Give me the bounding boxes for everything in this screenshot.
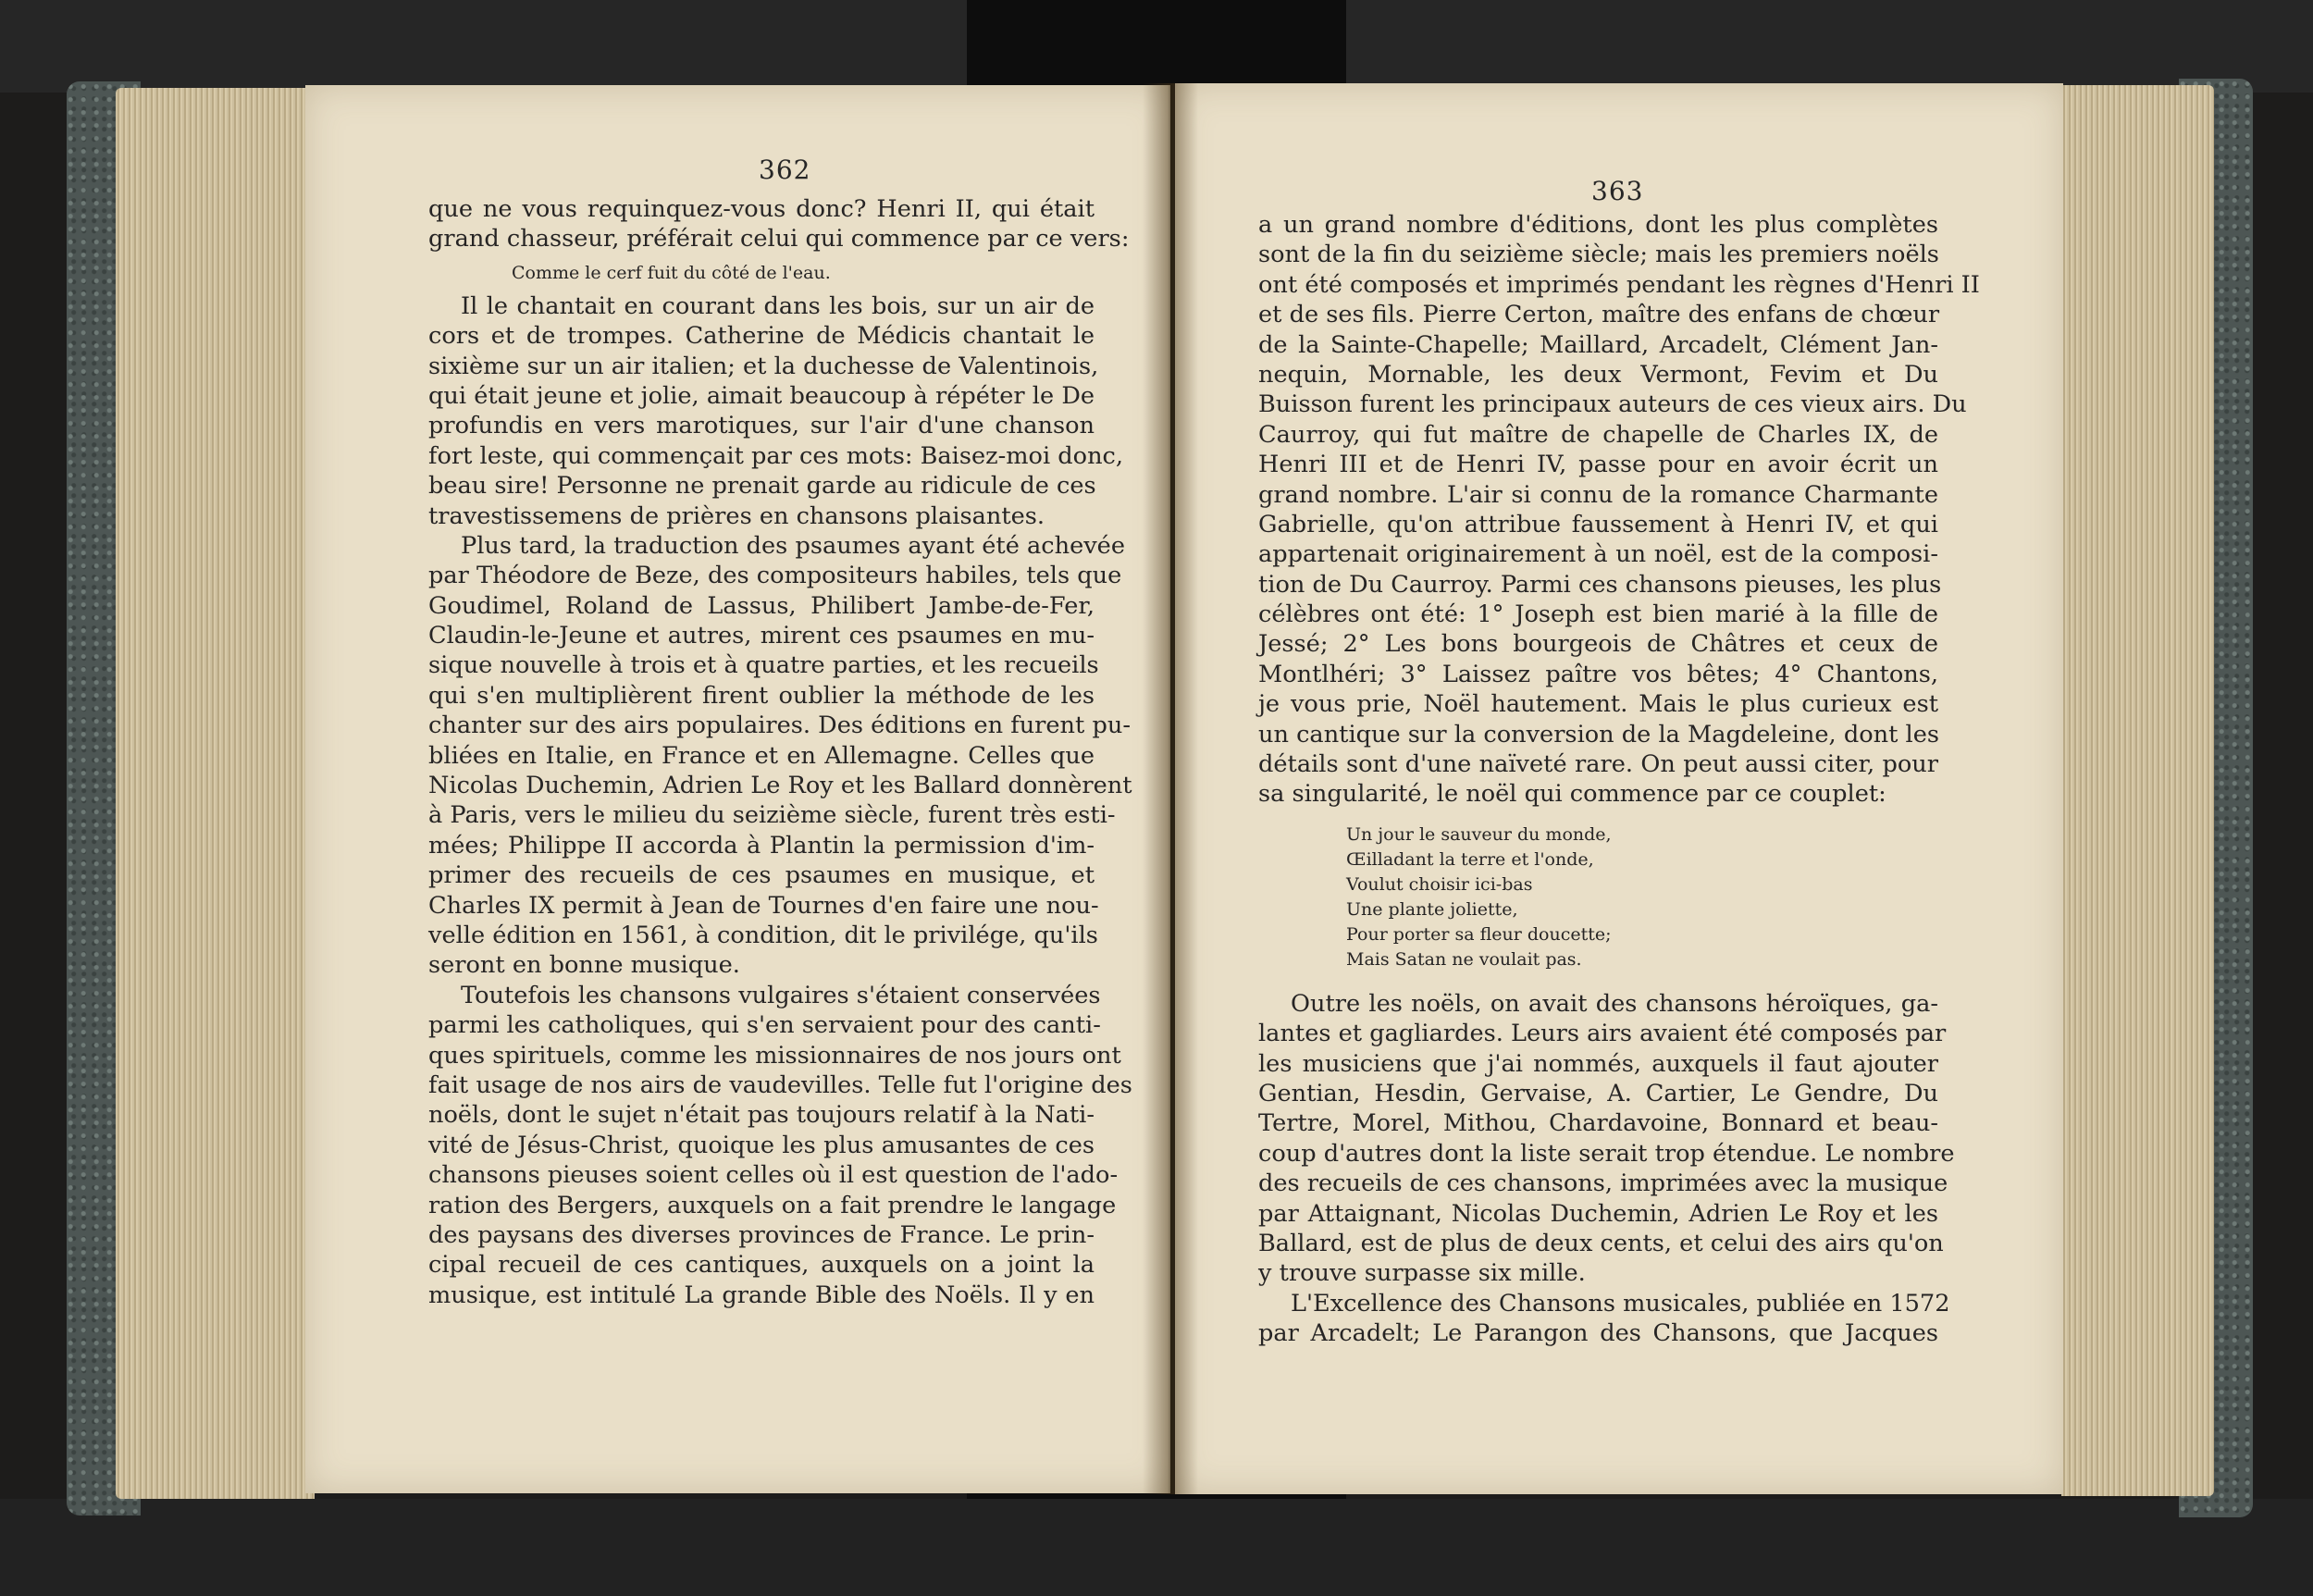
text-line: de la Sainte-Chapelle; Maillard, Arcadelt, Clément Jan- bbox=[1258, 330, 1938, 359]
text-line: détails sont d'une naïveté rare. On peut aussi citer, pour bbox=[1258, 750, 1938, 779]
text-line: grand chasseur, préférait celui qui commence par ce vers: bbox=[428, 225, 1130, 254]
text-line: à Paris, vers le milieu du seizième siècle, furent très esti- bbox=[428, 801, 1116, 830]
text-line: Il le chantait en courant dans les bois, sur un air de bbox=[461, 291, 1095, 320]
text-line: mées; Philippe II accorda à Plantin la permission d'im- bbox=[428, 831, 1095, 860]
left-page-text bbox=[428, 194, 1132, 1310]
text-line: sa singularité, le noël qui commence par ce couplet: bbox=[1258, 780, 1886, 809]
text-line: sixième sur un air italien; et la duchesse de Valentinois, bbox=[428, 352, 1099, 380]
text-line: seront en bonne musique. bbox=[428, 951, 740, 980]
text-line: des recueils de ces chansons, imprimées avec la musique bbox=[1258, 1169, 1948, 1198]
verse-line: Mais Satan ne voulait pas. bbox=[1346, 948, 1582, 970]
text-line: vité de Jésus-Christ, quoique les plus amusantes de ces bbox=[428, 1131, 1095, 1159]
text-line: ont été composés et imprimés pendant les règnes d'Henri II bbox=[1258, 270, 1980, 299]
text-line: par Théodore de Beze, des compositeurs habiles, tels que bbox=[428, 562, 1122, 590]
text-line: les musiciens que j'ai nommés, auxquels il faut ajouter bbox=[1258, 1049, 1938, 1078]
text-line: qui était jeune et jolie, aimait beaucoup à répéter le De bbox=[428, 381, 1095, 410]
text-line: cors et de trompes. Catherine de Médicis chantait le bbox=[428, 322, 1095, 351]
text-line: fait usage de nos airs de vaudevilles. Telle fut l'origine des bbox=[428, 1070, 1132, 1099]
text-line: y trouve surpasse six mille. bbox=[1258, 1259, 1586, 1288]
text-line: sont de la fin du seizième siècle; mais les premiers noëls bbox=[1258, 241, 1939, 269]
text-line: Montlhéri; 3° Laissez paître vos bêtes; 4° Chantons, bbox=[1258, 660, 1938, 688]
verse-line: Une plante joliette, bbox=[1346, 898, 1518, 920]
verse-line: Voulut choisir ici-bas bbox=[1346, 873, 1533, 895]
text-line: profundis en vers marotiques, sur l'air d'une chanson bbox=[428, 412, 1095, 440]
text-line: a un grand nombre d'éditions, dont les plus complètes bbox=[1258, 211, 1938, 239]
background-top-right bbox=[1346, 0, 2313, 93]
page-edges-right bbox=[2061, 85, 2214, 1496]
verse-spacer bbox=[1258, 972, 1938, 989]
text-line: Goudimel, Roland de Lassus, Philibert Jambe-de-Fer, bbox=[428, 591, 1095, 620]
page-number-left: 362 bbox=[759, 155, 811, 185]
text-line: Charles IX permit à Jean de Tournes d'en faire une nou- bbox=[428, 891, 1099, 920]
text-line: des paysans des diverses provinces de France. Le prin- bbox=[428, 1220, 1095, 1249]
text-line: un cantique sur la conversion de la Magdeleine, dont les bbox=[1258, 720, 1939, 749]
text-line: tion de Du Caurroy. Parmi ces chansons pieuses, les plus bbox=[1258, 570, 1942, 599]
text-line: sique nouvelle à trois et à quatre parties, et les recueils bbox=[428, 651, 1099, 680]
text-line: appartenait originairement à un noël, est de la composi- bbox=[1258, 540, 1938, 569]
book-gutter bbox=[1143, 83, 1198, 1494]
text-line: travestissemens de prières en chansons plaisantes. bbox=[428, 501, 1045, 530]
text-line: bliées en Italie, en France et en Allemagne. Celles que bbox=[428, 741, 1095, 770]
text-line: célèbres ont été: 1° Joseph est bien marié à la fille de bbox=[1258, 600, 1938, 629]
text-line: Henri III et de Henri IV, passe pour en avoir écrit un bbox=[1258, 451, 1938, 479]
verse-line: Œilladant la terre et l'onde, bbox=[1346, 848, 1594, 870]
text-line: L'Excellence des Chansons musicales, publiée en 1572 bbox=[1291, 1289, 1950, 1318]
verse-line: Pour porter sa fleur doucette; bbox=[1346, 923, 1612, 945]
text-line: par Arcadelt; Le Parangon des Chansons, que Jacques bbox=[1258, 1319, 1938, 1348]
text-line: lantes et gagliardes. Leurs airs avaient été composés par bbox=[1258, 1020, 1947, 1048]
text-line: grand nombre. L'air si connu de la romance Charmante bbox=[1258, 480, 1938, 509]
text-line: Gentian, Hesdin, Gervaise, A. Cartier, Le Gendre, Du bbox=[1258, 1079, 1938, 1107]
text-line: par Attaignant, Nicolas Duchemin, Adrien Le Roy et les bbox=[1258, 1199, 1938, 1228]
text-line: chanter sur des airs populaires. Des éditions en furent pu- bbox=[428, 711, 1131, 740]
right-page-text bbox=[1258, 210, 1980, 1349]
text-line: Buisson furent les principaux auteurs de ces vieux airs. Du bbox=[1258, 390, 1967, 419]
text-line: ration des Bergers, auxquels on a fait prendre le langage bbox=[428, 1191, 1117, 1219]
text-line: Claudin-le-Jeune et autres, mirent ces psaumes en mu- bbox=[428, 622, 1095, 650]
text-line: Gabrielle, qu'on attribue faussement à Henri IV, et qui bbox=[1258, 510, 1938, 538]
text-line: coup d'autres dont la liste serait trop étendue. Le nombre bbox=[1258, 1139, 1955, 1168]
text-line: chansons pieuses soient celles où il est question de l'ado- bbox=[428, 1161, 1119, 1190]
page-number-right: 363 bbox=[1591, 176, 1644, 206]
text-line: ques spirituels, comme les missionnaires de nos jours ont bbox=[428, 1041, 1121, 1070]
text-line: Plus tard, la traduction des psaumes ayant été achevée bbox=[461, 531, 1125, 560]
text-line: Tertre, Morel, Mithou, Chardavoine, Bonnard et beau- bbox=[1258, 1109, 1938, 1138]
text-line: Nicolas Duchemin, Adrien Le Roy et les Ballard donnèrent bbox=[428, 772, 1132, 800]
text-line: Ballard, est de plus de deux cents, et celui des airs qu'on bbox=[1258, 1229, 1944, 1257]
text-line: Jessé; 2° Les bons bourgeois de Châtres et ceux de bbox=[1258, 630, 1938, 659]
text-line: parmi les catholiques, qui s'en servaient pour des canti- bbox=[428, 1011, 1101, 1040]
text-line: musique, est intitulé La grande Bible des Noëls. Il y en bbox=[428, 1281, 1095, 1309]
page-edges-left bbox=[116, 88, 315, 1499]
text-line: et de ses fils. Pierre Certon, maître des enfans de chœur bbox=[1258, 301, 1940, 329]
text-line: que ne vous requinquez-vous donc? Henri II, qui était bbox=[428, 195, 1095, 223]
text-line: beau sire! Personne ne prenait garde au ridicule de ces bbox=[428, 472, 1096, 501]
background-bottom bbox=[0, 1499, 2313, 1596]
quoted-verse-line: Comme le cerf fuit du côté de l'eau. bbox=[512, 262, 831, 283]
verse-line: Un jour le sauveur du monde, bbox=[1346, 823, 1612, 845]
text-line: noëls, dont le sujet n'était pas toujours relatif à la Nati- bbox=[428, 1101, 1095, 1130]
text-line: fort leste, qui commençait par ces mots: Baisez-moi donc, bbox=[428, 441, 1124, 470]
text-line: Outre les noëls, on avait des chansons héroïques, ga- bbox=[1291, 989, 1938, 1018]
text-line: Toutefois les chansons vulgaires s'étaient conservées bbox=[461, 981, 1101, 1009]
text-line: cipal recueil de ces cantiques, auxquels on a joint la bbox=[428, 1251, 1095, 1280]
text-line: je vous prie, Noël hautement. Mais le plus curieux est bbox=[1258, 690, 1938, 719]
text-line: velle édition en 1561, à condition, dit le privilége, qu'ils bbox=[428, 921, 1098, 949]
text-line: Caurroy, qui fut maître de chapelle de Charles IX, de bbox=[1258, 420, 1938, 449]
text-line: primer des recueils de ces psaumes en musique, et bbox=[428, 861, 1095, 890]
verse-spacer bbox=[1258, 810, 1938, 823]
text-line: qui s'en multiplièrent firent oublier la méthode de les bbox=[428, 681, 1095, 710]
background-top-left bbox=[0, 0, 967, 93]
text-line: nequin, Mornable, les deux Vermont, Fevim et Du bbox=[1258, 360, 1938, 389]
